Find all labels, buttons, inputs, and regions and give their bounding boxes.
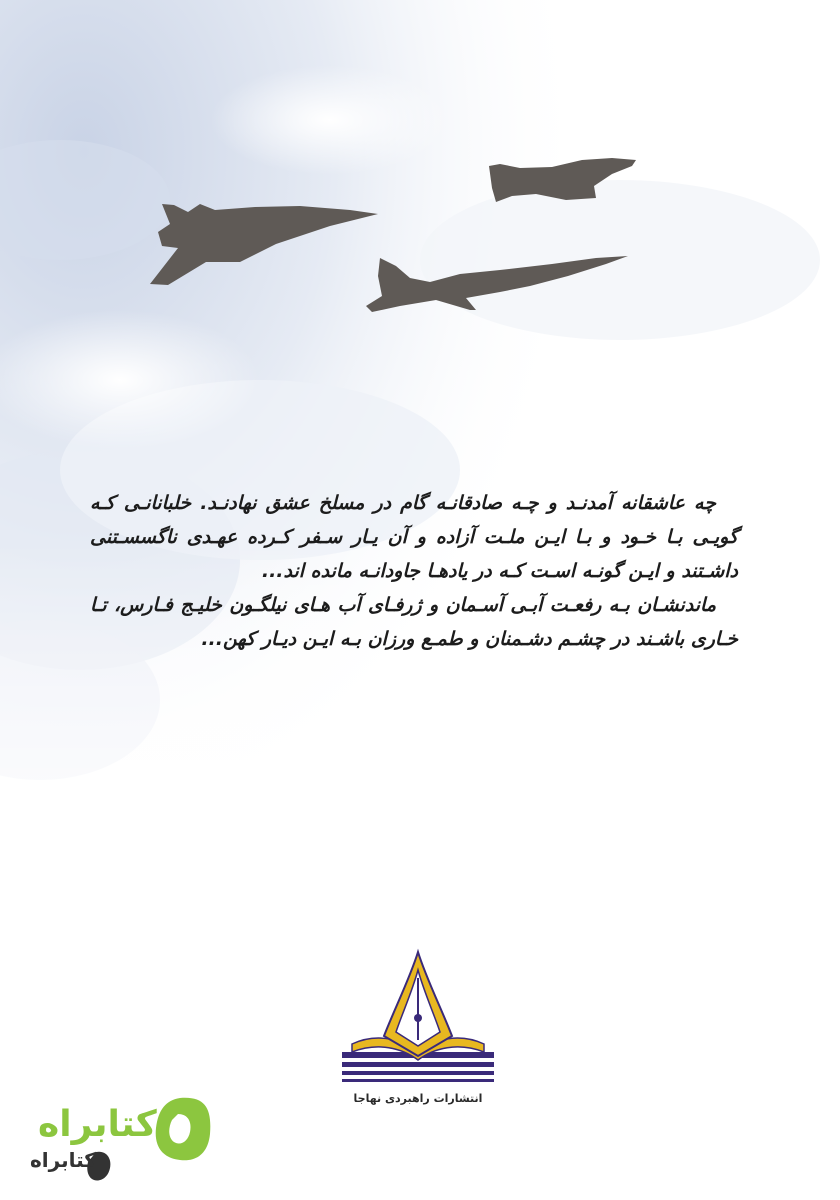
fighter-jet-left-icon bbox=[150, 204, 378, 285]
dedication-paragraph-2: ماندنشـان بـه رفعـت آبـی آسـمان و ژرفـای آب هـای نیلگـون خلیـج فـارس، تـا خـاری باشـند در چشـم دشـمنان و طمـع ورزان بـه ایـن دیـار کهن... bbox=[90, 594, 738, 650]
publisher-name: انتشارات راهبردی نهاجا bbox=[353, 1092, 483, 1105]
fighter-jets-illustration bbox=[0, 0, 840, 420]
ketabrah-watermark bbox=[30, 1088, 230, 1188]
dedication-paragraph-1: چه عاشقانه آمدنـد و چـه صادقانـه گام در مسلخ عشق نهادنـد. خلبانانـی کـه گویـی بـا خـود و بـا ایـن ملـت آزاده و آن یـار سـفر کـرده عهـدی ناگسسـتنی داشـتند و ایـن گونـه اسـت کـه در یادهـا جاودانـه مانده اند... bbox=[90, 492, 738, 582]
fighter-jet-bottom-icon bbox=[366, 256, 628, 312]
fighter-jet-right-icon bbox=[489, 158, 636, 202]
publisher-logo bbox=[338, 948, 498, 1118]
pen-nib-book-logo-icon bbox=[338, 948, 498, 1093]
dedication-text bbox=[90, 486, 738, 656]
ketabrah-watermark-large: کتابراه bbox=[38, 1104, 157, 1145]
ketabrah-watermark-small: کتابراه bbox=[30, 1148, 96, 1172]
